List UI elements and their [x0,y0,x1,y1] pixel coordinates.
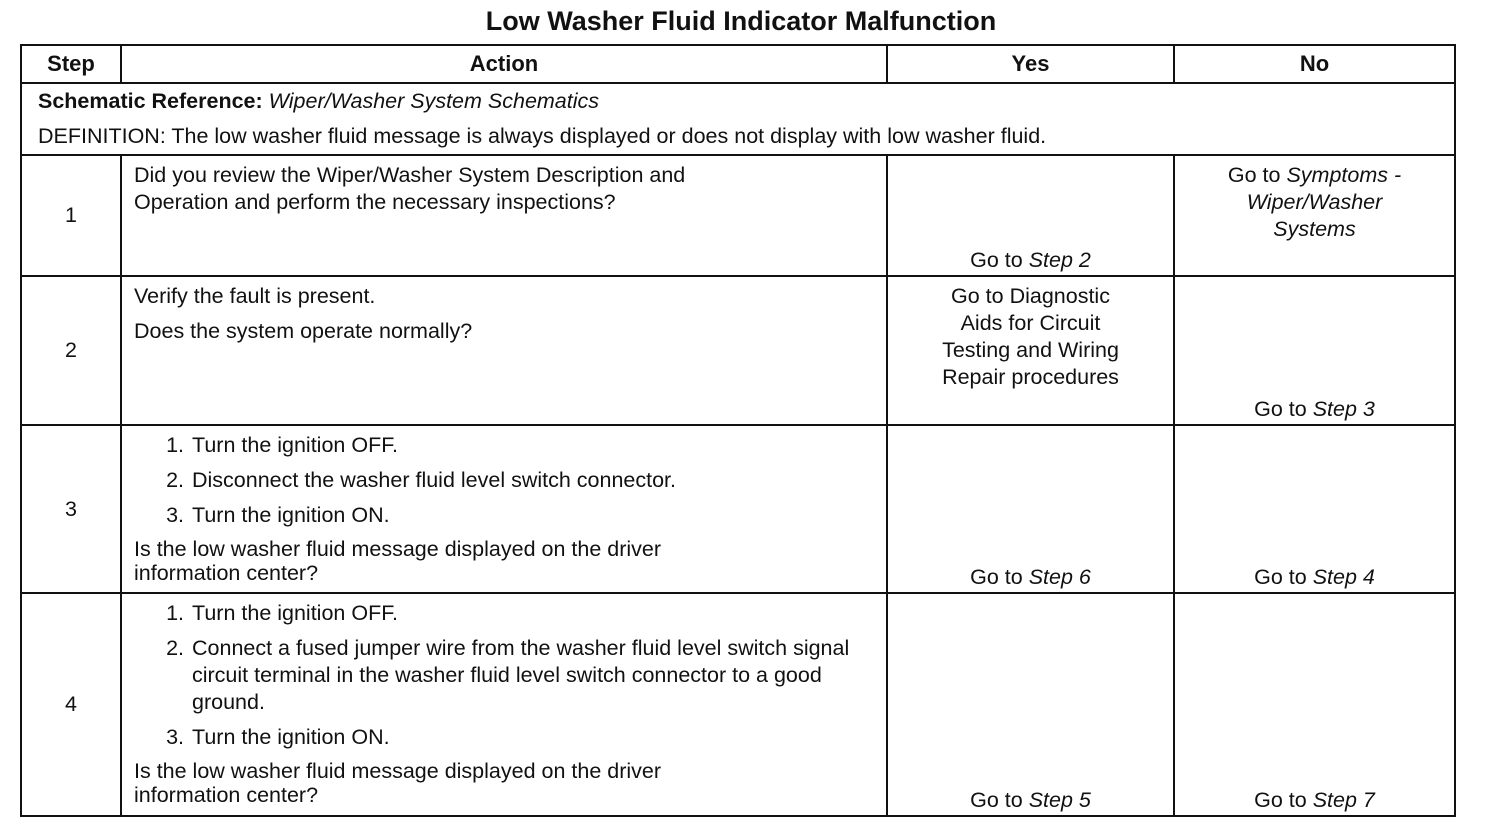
header-step: Step [21,45,121,83]
question-line: information center? [134,783,319,807]
no-prefix: Go to [1254,397,1307,421]
step-number: 2 [21,276,121,425]
substep: 3. Turn the ignition ON. [190,502,876,529]
schematic-cell [21,83,1455,155]
header-no: No [1174,45,1455,83]
question-line: Is the low washer fluid message displayed on the driver [134,759,662,783]
table-row [21,276,1455,425]
action-line: Does the system operate normally? [134,319,473,343]
action-cell [121,593,887,816]
action-line: Operation and perform the necessary inspections? [134,190,616,214]
no-cell [1174,593,1455,816]
header-action: Action [121,45,887,83]
yes-prefix: Go to [970,248,1023,272]
no-cell [1174,425,1455,593]
yes-target: Step 5 [1028,788,1091,812]
substep: 2. Connect a fused jumper wire from the washer fluid level switch signal circuit terminal in the washer fluid level switch connector to a good ground. [190,635,876,716]
question-line: information center? [134,561,319,585]
definition-text: DEFINITION: The low washer fluid message is always displayed or does not display with low washer fluid. [38,124,1047,148]
action-cell [121,276,887,425]
no-target: Step 7 [1312,788,1375,812]
no-cell [1174,155,1455,276]
header-row [21,45,1455,83]
yes-line: Testing and Wiring [942,338,1119,362]
schematic-value: Wiper/Washer System Schematics [268,89,600,113]
no-target: Wiper/Washer [1246,190,1383,214]
question-line: Is the low washer fluid message displayed on the driver [134,537,662,561]
substep: 1. Turn the ignition OFF. [190,600,876,627]
diagnostic-table [20,44,1456,817]
schematic-row [21,83,1455,155]
table-row [21,155,1455,276]
yes-prefix: Go to [970,788,1023,812]
step-number: 4 [21,593,121,816]
action-line: Verify the fault is present. [134,284,376,308]
yes-cell [887,276,1174,425]
yes-cell [887,425,1174,593]
header-yes: Yes [887,45,1174,83]
no-prefix: Go to [1254,565,1307,589]
yes-cell [887,593,1174,816]
action-cell [121,425,887,593]
yes-line: Repair procedures [942,365,1119,389]
action-cell [121,155,887,276]
step-number: 3 [21,425,121,593]
no-prefix: Go to [1254,788,1307,812]
yes-prefix: Go to [970,565,1023,589]
no-target: Systems [1273,217,1356,241]
substep-list [134,432,876,529]
step-number: 1 [21,155,121,276]
schematic-label: Schematic Reference: [38,89,263,113]
schematic-reference [38,88,1438,115]
substep-list [134,600,876,751]
action-line: Did you review the Wiper/Washer System Description and [134,163,686,187]
yes-line: Go to Diagnostic [951,284,1110,308]
yes-target: Step 6 [1028,565,1091,589]
table-row [21,593,1455,816]
substep: 2. Disconnect the washer fluid level switch connector. [190,467,876,494]
no-target: Step 3 [1312,397,1375,421]
no-cell [1174,276,1455,425]
no-target: Step 4 [1312,565,1375,589]
substep: 1. Turn the ignition OFF. [190,432,876,459]
yes-cell [887,155,1174,276]
yes-line: Aids for Circuit [960,311,1101,335]
yes-target: Step 2 [1028,248,1091,272]
table-row [21,425,1455,593]
document-title: Low Washer Fluid Indicator Malfunction [485,6,997,36]
substep: 3. Turn the ignition ON. [190,724,876,751]
no-target: Symptoms - [1286,163,1402,187]
no-prefix: Go to [1227,163,1281,187]
